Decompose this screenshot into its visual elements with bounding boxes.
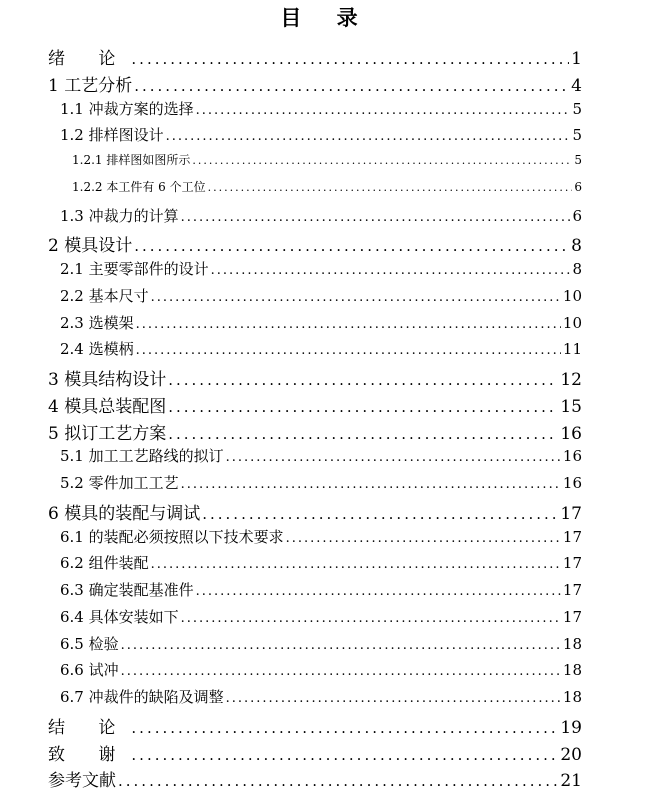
dot-leader [168, 371, 558, 389]
dot-leader [211, 263, 571, 278]
dot-leader [168, 425, 558, 443]
toc-entry[interactable] [60, 552, 582, 573]
dot-leader [134, 237, 569, 255]
dot-leader [166, 129, 571, 144]
toc-entry-page-number: 18 [562, 634, 582, 653]
toc-entry-page-number: 16 [562, 447, 582, 466]
toc-entry-page-number: 18 [562, 661, 582, 680]
dot-leader [121, 638, 561, 653]
toc-entry-page-number: 1 [571, 49, 582, 69]
toc-entry[interactable] [48, 740, 582, 765]
toc-entry-label: 1 工艺分析 [48, 75, 133, 96]
toc-entry[interactable] [60, 659, 582, 680]
toc-entry[interactable] [48, 71, 582, 96]
dot-leader [181, 611, 561, 626]
toc-entry-label: 1.1 冲裁方案的选择 [60, 99, 194, 118]
toc-entry-label: 6.6 试冲 [60, 661, 119, 680]
toc-entry[interactable] [60, 124, 582, 145]
toc-entry-label: 4 模具总装配图 [48, 396, 167, 417]
toc-entry[interactable] [60, 579, 582, 600]
toc-entry[interactable] [72, 178, 582, 195]
toc-entry-label: 2 模具设计 [48, 236, 133, 257]
toc-entry-page-number: 17 [562, 554, 582, 573]
toc-entry-label: 5.2 零件加工工艺 [60, 474, 179, 492]
dot-leader [192, 154, 572, 167]
toc-entry-page-number: 10 [562, 286, 582, 305]
toc-entry-label: 3 模具结构设计 [48, 370, 167, 390]
dot-leader [181, 477, 561, 492]
toc-entry-label: 2.4 选模柄 [60, 340, 134, 359]
toc-entry-label: 2.2 基本尺寸 [60, 286, 149, 305]
dot-leader [168, 398, 558, 416]
toc-entry-page-number: 5 [572, 126, 582, 145]
dot-leader [181, 210, 571, 225]
toc-entry[interactable] [60, 205, 582, 226]
toc-entry[interactable] [60, 258, 582, 279]
toc-entry-label: 1.2 排样图设计 [60, 126, 164, 145]
toc-entry-page-number: 17 [560, 503, 582, 524]
dot-leader [202, 505, 558, 523]
dot-leader [151, 557, 561, 572]
toc-entry-label: 1.2.1 排样图如图所示 [72, 153, 191, 167]
toc-entry-label: 绪 论 [48, 49, 130, 69]
dot-leader [226, 450, 561, 465]
toc-entry[interactable] [72, 151, 582, 168]
toc-entry-label: 6.2 组件装配 [60, 554, 149, 573]
toc-entry[interactable] [48, 365, 582, 390]
toc-entry[interactable] [48, 44, 582, 69]
toc-entry-page-number: 20 [560, 744, 582, 765]
toc-entry-page-number: 18 [562, 688, 582, 706]
toc-entry-page-number: 10 [562, 313, 582, 332]
toc-entry-page-number: 17 [562, 607, 582, 626]
dot-leader [131, 746, 558, 764]
toc-entry[interactable] [48, 766, 582, 791]
toc-entry-page-number: 17 [562, 527, 582, 546]
toc-entry-page-number: 16 [562, 474, 582, 492]
toc-entry-page-number: 5 [572, 99, 582, 118]
toc-entry-label: 参考文献 [48, 771, 116, 792]
toc-entry-label: 5 拟订工艺方案 [48, 423, 167, 444]
toc-entry[interactable] [60, 526, 582, 547]
toc-entry[interactable] [60, 285, 582, 306]
toc-entry-label: 结 论 [48, 717, 130, 738]
page-title: 目 录 [280, 6, 372, 30]
toc-entry-label: 1.2.2 本工件有 6 个工位 [72, 179, 206, 194]
toc-entry[interactable] [60, 312, 582, 333]
toc-entry-page-number: 19 [560, 717, 582, 738]
toc-entry-label: 6 模具的装配与调试 [48, 503, 201, 524]
toc-entry[interactable] [60, 686, 582, 707]
dot-leader [208, 181, 573, 194]
toc-entry-label: 致 谢 [48, 744, 130, 765]
dot-leader [131, 50, 569, 68]
toc-entry-page-number: 8 [571, 236, 582, 257]
toc-entry-label: 6.5 检验 [60, 634, 119, 653]
toc-entry-page-number: 17 [562, 581, 582, 599]
dot-leader [196, 103, 571, 118]
dot-leader [136, 343, 561, 358]
toc-entry[interactable] [48, 419, 582, 444]
toc-entry-label: 1.3 冲裁力的计算 [60, 206, 179, 225]
toc-entry-page-number: 8 [572, 260, 582, 278]
toc-entry[interactable] [60, 472, 582, 493]
toc-entry-label: 6.7 冲裁件的缺陷及调整 [60, 688, 224, 706]
toc-entry-label: 5.1 加工工艺路线的拟订 [60, 447, 224, 466]
toc-entry-page-number: 6 [574, 179, 582, 194]
dot-leader [136, 317, 561, 332]
toc-entry-page-number: 15 [560, 396, 582, 417]
toc-entry-page-number: 21 [560, 771, 582, 792]
toc-entry-page-number: 5 [574, 153, 582, 167]
dot-leader [121, 664, 561, 679]
toc-entry[interactable] [60, 445, 582, 466]
toc-entry-label: 2.3 选模架 [60, 313, 134, 332]
toc-entry-page-number: 11 [562, 340, 582, 359]
dot-leader [286, 531, 561, 546]
dot-leader [131, 719, 558, 737]
toc-entry-page-number: 4 [571, 75, 582, 96]
dot-leader [226, 691, 561, 706]
dot-leader [118, 772, 558, 790]
toc-entry[interactable] [48, 499, 582, 524]
toc-entry-label: 6.3 确定装配基准件 [60, 581, 194, 599]
toc-entry-label: 2.1 主要零部件的设计 [60, 260, 209, 278]
toc-entry[interactable] [48, 713, 582, 738]
toc-entry[interactable] [48, 231, 582, 256]
toc-entry-page-number: 12 [560, 370, 582, 390]
toc-entry[interactable] [60, 633, 582, 654]
dot-leader [134, 77, 569, 95]
toc-entry-page-number: 6 [572, 206, 582, 225]
toc-entry-page-number: 16 [560, 423, 582, 444]
toc-entry[interactable] [60, 338, 582, 359]
toc-entry[interactable] [60, 606, 582, 627]
toc-entry[interactable] [48, 392, 582, 417]
dot-leader [196, 584, 561, 599]
toc-entry-label: 6.1 的装配必须按照以下技术要求 [60, 527, 284, 546]
dot-leader [151, 290, 561, 305]
toc-entry-label: 6.4 具体安装如下 [60, 607, 179, 626]
toc-entry[interactable] [60, 98, 582, 119]
